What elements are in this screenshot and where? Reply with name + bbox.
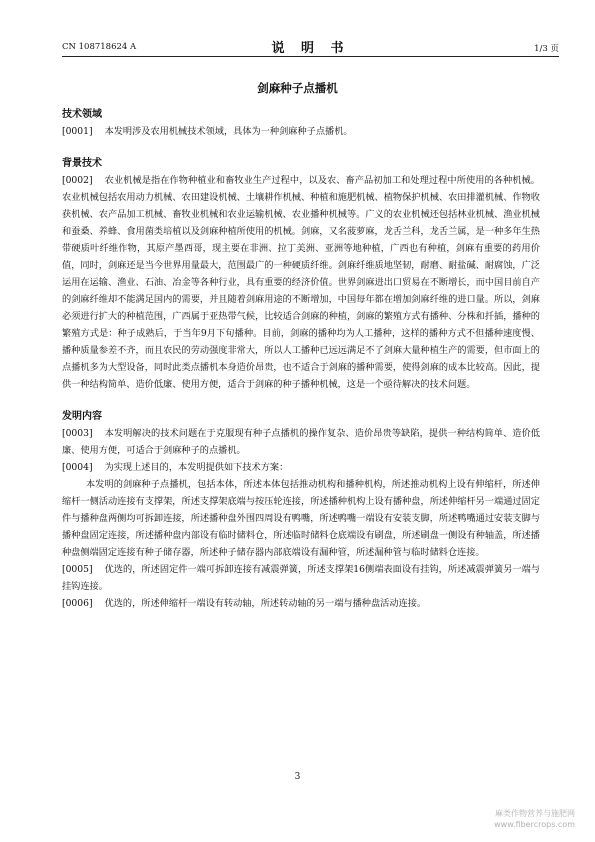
watermark-line-2: www.fibercrops.com [494,820,575,829]
section-heading-tech-field: 技术领域 [62,109,102,120]
paragraph-text: 优选的，所述伸缩杆一端设有转动轴，所述转动轴的另一端与播种盘活动连接。 [104,598,427,609]
paragraph-text: 本发明解决的技术问题在于克服现有种子点播机的操作复杂、造价昂贵等缺陷，提供一种结构简单、造价低廉、使用方便，可适合于剑麻种子的点播机。 [62,428,540,456]
paragraph-text: 本发明涉及农用机械技术领域，具体为一种剑麻种子点播机。 [104,126,353,137]
watermark [494,808,575,830]
paragraph-text: 优选的，所述固定件一端可拆卸连接有减震弹簧，所述支撑架16侧端表面设有挂钩，所述减震弹簧另一端与挂钩连接。 [62,564,540,592]
watermark-line-1: 麻类作物营养与施肥网 [495,809,575,818]
paragraph-text: 农业机械是指在作物种植业和畜牧业生产过程中，以及农、畜产品初加工和处理过程中所使用的各种机械。农业机械包括农用动力机械、农田建设机械、土壤耕作机械、种植和施肥机械、植物保护机械、农田排灌机械、作物收获机械、农产品加工机械、畜牧业机械和农业运输机械、农业播种机械等。广义的农业机械还包括林业机械、渔业机械和蚕桑、养蜂、食用菌类培植以及剑麻种植所使用的机械。剑麻，又名菠萝麻，龙舌兰科，龙舌兰属，是一种多年生热带硬质叶纤维作物，其原产墨西哥，现主要在非洲、拉丁美洲、亚洲等地种植，广西也有种植，剑麻有重要的药用价值，同时，剑麻还是当今世界用量最大，范围最广的一种硬质纤维。剑麻纤维质地坚韧，耐磨、耐盐碱、耐腐蚀，广泛运用在运输、渔业、石油、冶金等各种行业，具有重要的经济价值。世界剑麻进出口贸易在不断增长，而中国目前自产的剑麻纤维却不能满足国内的需要，并且随着剑麻用途的不断增加，中国每年都在增加剑麻纤维的进口量。所以，剑麻必须进行扩大的种植范围，广西属于亚热带气候，比较适合剑麻的种植，剑麻的繁殖方式有播种、分株和扦插，播种的繁殖方式是：种子成熟后，于当年9月下旬播种。目前，剑麻的播种均为人工播种，这样的播种方式不但播种速度慢、播种质量参差不齐，而且农民的劳动强度非常大，所以人工播种已远远满足不了剑麻大量种植生产的需要，但市面上的点播机多为大型设备，同时此类点播机本身造价昂贵，也不适合于剑麻的播种需要，使得剑麻的成本比较高。因此，提供一种结构简单、造价低廉、使用方便，适合于剑麻的种子播种机械，这是一个亟待解决的技术问题。 [62,175,540,390]
section-heading-invention: 发明内容 [62,411,102,422]
paragraph-0004-body: 本发明的剑麻种子点播机，包括本体，所述本体包括推动机构和播种机构，所述推动机构上设有伸缩杆，所述伸缩杆一侧活动连接有支撑架，所述支撑架底端与按压轮连接，所述播种机构上设有播种盘，所述伸缩杆另一端通过固定件与播种盘两侧均可拆卸连接，所述播种盘外围四周设有鸭嘴，所述鸭嘴一端设有安装支脚，所述鸭嘴通过安装支脚与播种盘固定连接，所述播种盘内部设有临时储料仓，所述临时储料仓底端设有刷盘，所述刷盘一侧设有种轴盖，所述播种盘侧端固定连接有种子储存器，所述种子储存器内部底端设有漏种管，所述漏种管与临时储料仓连接。 [62,479,540,558]
section-heading-background: 背景技术 [62,158,102,169]
patent-number: CN 108718624 A [62,42,137,52]
document-type: 说 明 书 [271,41,350,56]
paragraph-0002 [62,172,540,393]
document-body [62,106,540,612]
page-number: 3 [294,772,301,782]
paragraph-number: [0005] [62,564,93,575]
paragraph-number: [0004] [62,462,93,473]
paragraph-number: [0002] [62,175,93,186]
paragraph-number: [0001] [62,126,93,137]
page-header [62,36,559,57]
page-info: 1/3 页 [534,44,559,54]
document-title: 剑麻种子点播机 [257,81,338,95]
paragraph-0005 [62,561,540,595]
paragraph-number: [0006] [62,598,93,609]
paragraph-0001 [62,123,540,140]
paragraph-0006 [62,595,540,612]
paragraph-0003 [62,425,540,459]
paragraph-number: [0003] [62,428,93,439]
paragraph-text: 为实现上述目的，本发明提供如下技术方案： [104,462,289,473]
paragraph-0004 [62,459,540,476]
